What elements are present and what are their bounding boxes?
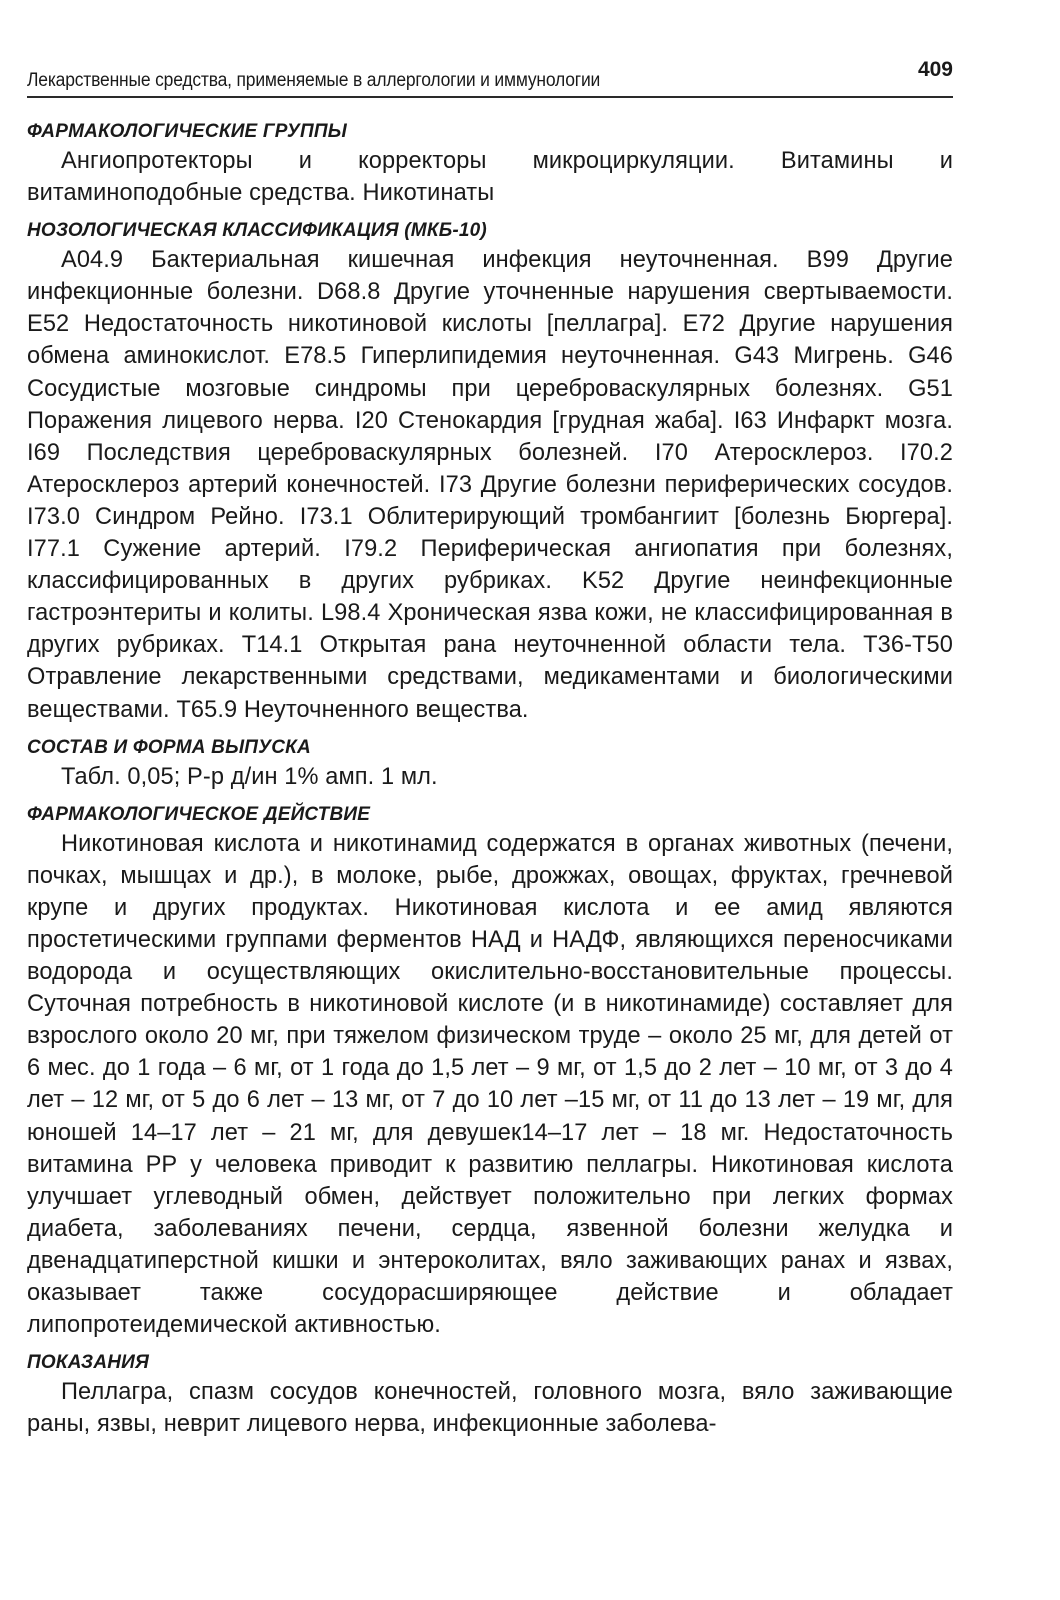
page-content [27, 118, 953, 1448]
section-composition-and-form [27, 734, 953, 793]
running-header [27, 56, 953, 98]
section-heading: ФАРМАКОЛОГИЧЕСКОЕ ДЕЙСТВИЕ [27, 803, 371, 825]
section-body: Табл. 0,05; Р-р д/ин 1% амп. 1 мл. [61, 763, 438, 790]
section-pharmacological-action [27, 801, 953, 1342]
section-body: Пеллагра, спазм сосудов конечностей, головного мозга, вяло заживающие раны, язвы, неврит лицевого нерва, инфекционные заболева- [27, 1379, 953, 1438]
section-icd10-classification [27, 217, 953, 725]
section-heading: ПОКАЗАНИЯ [27, 1352, 150, 1374]
page-number: 409 [917, 58, 953, 81]
section-heading: ФАРМАКОЛОГИЧЕСКИЕ ГРУППЫ [27, 121, 347, 142]
section-body: Никотиновая кислота и никотинамид содержатся в органах животных (печени, почках, мышцах и др.), в молоке, рыбе, дрожжах, овощах, фруктах, гречневой крупе и других продуктах. Никотиновая кислота и ее амид являются простетическими группами ферментов НАД и НАДФ, являющихся переносчиками водорода и осуществляющих окислительно-восстановительные процессы. Суточная потребность в никотиновой кислоте (и в никотинамиде) составляет для взрослого около 20 мг, при тяжелом физическом труде – около 25 мг, для детей от 6 мес. до 1 года – 6 мг, от 1 года до 1,5 лет – 9 мг, от 1,5 до 2 лет – 10 мг, от 3 до 4 лет – 12 мг, от 5 до 6 лет – 13 мг, от 7 до 10 лет –15 мг, от 11 до 13 лет – 19 мг, для юношей 14–17 лет – 21 мг, для девушек14–17 лет – 18 мг. Недостаточность витамина РР у человека приводит к развитию пеллагры. Никотиновая кислота улучшает углеводный обмен, действует положительно при легких формах диабета, заболеваниях печени, сердца, язвенной болезни желудка и двенадцатиперстной кишки и энтероколитах, вяло заживающих ранах и язвах, оказывает также сосудорасширяющее действие и обладает липопротеидемической активностью. [27, 830, 953, 1339]
section-heading: НОЗОЛОГИЧЕСКАЯ КЛАССИФИКАЦИЯ (МКБ-10) [27, 220, 487, 242]
running-title: Лекарственные средства, применяемые в аллергологии и иммунологии [27, 70, 601, 91]
section-body: A04.9 Бактериальная кишечная инфекция неуточненная. B99 Другие инфекционные болезни. D68.8 Другие уточненные нарушения свертываемости. E52 Недостаточность никотиновой кислоты [пеллагра]. E72 Другие нарушения обмена аминокислот. E78.5 Гиперлипидемия неуточненная. G43 Мигрень. G46 Сосудистые мозговые синдромы при цереброваскулярных болезнях. G51 Поражения лицевого нерва. I20 Стенокардия [грудная жаба]. I63 Инфаркт мозга. I69 Последствия цереброваскулярных болезней. I70 Атеросклероз. I70.2 Атеросклероз артерий конечностей. I73 Другие болезни периферических сосудов. I73.0 Синдром Рейно. I73.1 Облитерирующий тромбангиит [болезнь Бюргера]. I77.1 Сужение артерий. I79.2 Периферическая ангиопатия при болезнях, классифицированных в других рубриках. K52 Другие неинфекционные гастроэнтериты и колиты. L98.4 Хроническая язва кожи, не классифицированная в других рубриках. T14.1 Открытая рана неуточненной области тела. T36-T50 Отравление лекарственными средствами, медикаментами и биологическими веществами. T65.9 Неуточненного вещества. [27, 247, 953, 723]
section-body: Ангиопротекторы и корректоры микроциркуляции. Витамины и витаминоподобные средства. Никотинаты [27, 148, 953, 207]
section-indications [27, 1349, 953, 1440]
section-heading: СОСТАВ И ФОРМА ВЫПУСКА [27, 736, 311, 758]
section-pharmacological-groups [27, 118, 953, 209]
